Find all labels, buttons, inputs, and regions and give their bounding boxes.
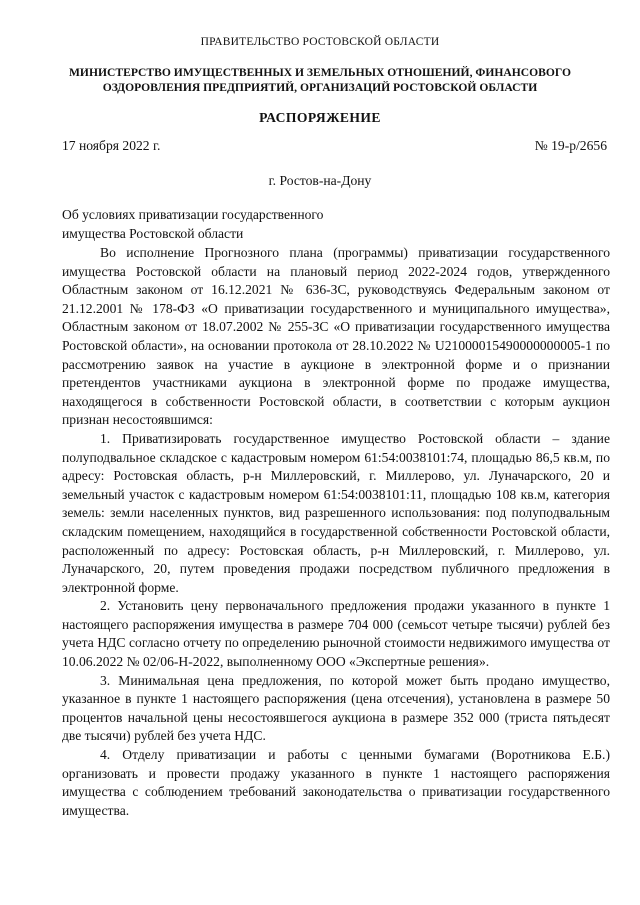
subject-line1: Об условиях приватизации государственного	[62, 207, 324, 222]
ministry-name-line1: МИНИСТЕРСТВО ИМУЩЕСТВЕННЫХ И ЗЕМЕЛЬНЫХ ОТНОШЕНИЙ, ФИНАНСОВОГО	[68, 66, 571, 79]
item-2-paragraph: 2. Установить цену первоначального предложения продажи указанного в пункте 1 настоящего распоряжения имущества в размере 704 000 (семьсот четыре тысячи) рублей без учета НДС согласно отчету по определению рыночной стоимости недвижимого имущества от 10.06.2022 № 02/06-Н-2022, выполненному ООО «Экспертные решения».	[62, 598, 610, 670]
item-3-paragraph: 3. Минимальная цена предложения, по которой может быть продано имущество, указанное в пункте 1 настоящего распоряжения (цена отсечения), установлена в размере 50 процентов начальной цены несостоявшегося аукциона в размере 352 000 (триста пятьдесят две тысячи) рублей без учета НДС.	[62, 672, 610, 744]
document-type: РАСПОРЯЖЕНИЕ	[259, 110, 381, 125]
document-city: г. Ростов-на-Дону	[268, 173, 372, 188]
document-number: № 19-р/2656	[534, 138, 607, 153]
ministry-name	[40, 66, 600, 95]
item-4-paragraph: 4. Отделу приватизации и работы с ценными бумагами (Воротникова Е.Б.) организовать и провести продажу указанного в пункте 1 настоящего распоряжения имущества с соблюдением требований законодательства о приватизации государственного имущества.	[62, 747, 610, 818]
document-date: 17 ноября 2022 г.	[62, 138, 161, 153]
document-subject	[62, 206, 392, 243]
item-1-paragraph: 1. Приватизировать государственное имущество Ростовской области – здание полуподвальное складское с кадастровым номером 61:54:0038101:74, площадью 86,5 кв.м, по адресу: Ростовская область, р-н Миллеровский, г. Миллерово, ул. Луначарского, 20 и земельный участок с кадастровым номером 61:54:0038101:11, площадью 108 кв.м, категория земель: земли населенных пунктов, вид разрешенного использования: под полуподвальным складским помещением, находящийся в государственной собственности Ростовской области, расположенный по адресу: Ростовская область, р-н Миллеровский, г. Миллерово, ул. Луначарского, 20, путем проведения продажи посредством публичного предложения в электронной форме.	[62, 430, 610, 595]
subject-line2: имущества Ростовской области	[62, 225, 244, 241]
ministry-name-line2: ОЗДОРОВЛЕНИЯ ПРЕДПРИЯТИЙ, ОРГАНИЗАЦИЙ РОСТОВСКОЙ ОБЛАСТИ	[102, 80, 538, 94]
government-header: ПРАВИТЕЛЬСТВО РОСТОВСКОЙ ОБЛАСТИ	[200, 36, 440, 48]
preamble-paragraph: Во исполнение Прогнозного плана (программы) приватизации государственного имущества Ростовской области на плановый период 2022-2024 годов, утвержденного Областным законом от 16.12.2021 № 636-ЗС, руководствуясь Федеральным законом от 21.12.2001 № 178-ФЗ «О приватизации государственного и муниципального имущества», Областным законом от 18.07.2002 № 255-ЗС «О приватизации государственного имущества Ростовской области», на основании протокола от 28.10.2022 № U21000015490000000005-1 по рассмотрению заявок на участие в аукционе в электронной форме и о признании претендентов участниками аукциона в электронной форме по продаже имущества, находящегося в собственности Ростовской области, в соответствии с которым аукцион признан несостоявшимся:	[62, 245, 610, 428]
document-body	[62, 244, 610, 820]
